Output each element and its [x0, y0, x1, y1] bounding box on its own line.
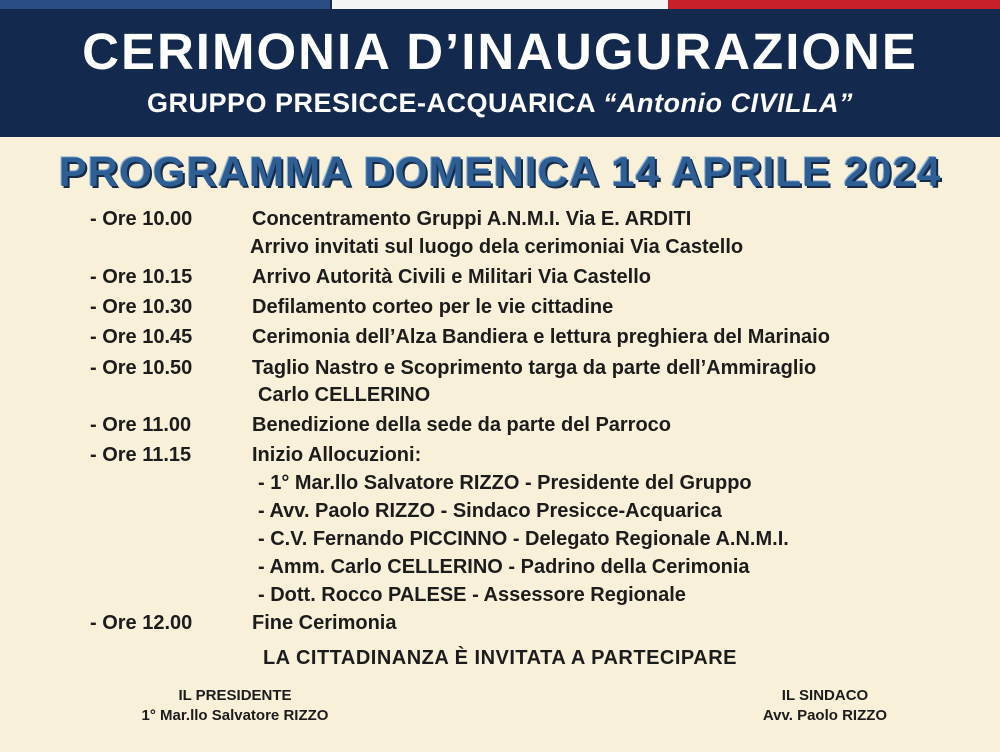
schedule-desc: Arrivo invitati sul luogo dela cerimoniai Via Castello	[250, 236, 744, 258]
speaker-text: - C.V. Fernando PICCINNO - Delegato Regionale A.N.M.I.	[258, 528, 789, 550]
schedule-time: - Ore 12.00	[90, 612, 193, 634]
signature-president	[100, 686, 370, 726]
schedule-time: - Ore 10.00	[90, 208, 193, 230]
signature-role: IL PRESIDENTE	[178, 687, 292, 704]
header-banner	[0, 0, 1000, 137]
schedule-desc: Carlo CELLERINO	[258, 384, 431, 406]
schedule-time: - Ore 10.50	[90, 357, 193, 379]
schedule-desc: Taglio Nastro e Scoprimento targa da parte dell’Ammiraglio	[252, 357, 817, 379]
schedule-desc: Arrivo Autorità Civili e Militari Via Castello	[252, 266, 651, 288]
schedule-time: - Ore 10.45	[90, 326, 193, 348]
speaker-text: - 1° Mar.llo Salvatore RIZZO - Presidente del Gruppo	[258, 472, 752, 494]
schedule-desc: Inizio Allocuzioni:	[252, 444, 422, 466]
schedule-time: - Ore 11.00	[90, 414, 192, 436]
citizen-invite: LA CITTADINANZA È INVITATA A PARTECIPARE	[262, 647, 738, 669]
flag-stripe-red	[668, 0, 1000, 9]
group-name: GRUPPO PRESICCE-ACQUARICA	[146, 88, 596, 118]
schedule-desc: Defilamento corteo per le vie cittadine	[252, 296, 614, 318]
ceremony-title: CERIMONIA D’INAUGURAZIONE	[82, 23, 918, 80]
speaker-text: - Dott. Rocco PALESE - Assessore Regionale	[258, 584, 686, 606]
speaker-text: - Avv. Paolo RIZZO - Sindaco Presicce-Acquarica	[258, 500, 722, 522]
flag-stripe-white	[332, 0, 668, 9]
speaker-text: - Amm. Carlo CELLERINO - Padrino della Cerimonia	[258, 556, 750, 578]
signature-name: 1° Mar.llo Salvatore RIZZO	[141, 707, 329, 724]
flag-stripe-blue	[0, 0, 330, 9]
schedule-desc: Cerimonia dell’Alza Bandiera e lettura preghiera del Marinaio	[252, 326, 830, 348]
schedule-desc: Concentramento Gruppi A.N.M.I. Via E. ARDITI	[252, 208, 692, 230]
signature-role: IL SINDACO	[781, 687, 869, 704]
group-subtitle	[0, 86, 1000, 120]
signature-mayor	[700, 686, 950, 726]
schedule-desc: Fine Cerimonia	[252, 612, 397, 634]
program-title: PROGRAMMA DOMENICA 14 APRILE 2024	[58, 148, 942, 195]
group-dedication: “Antonio CIVILLA”	[603, 88, 854, 118]
schedule-desc: Benedizione della sede da parte del Parroco	[252, 414, 672, 436]
schedule-time: - Ore 10.15	[90, 266, 193, 288]
schedule-time: - Ore 10.30	[90, 296, 193, 318]
signature-name: Avv. Paolo RIZZO	[762, 707, 888, 724]
schedule-time: - Ore 11.15	[90, 444, 192, 466]
